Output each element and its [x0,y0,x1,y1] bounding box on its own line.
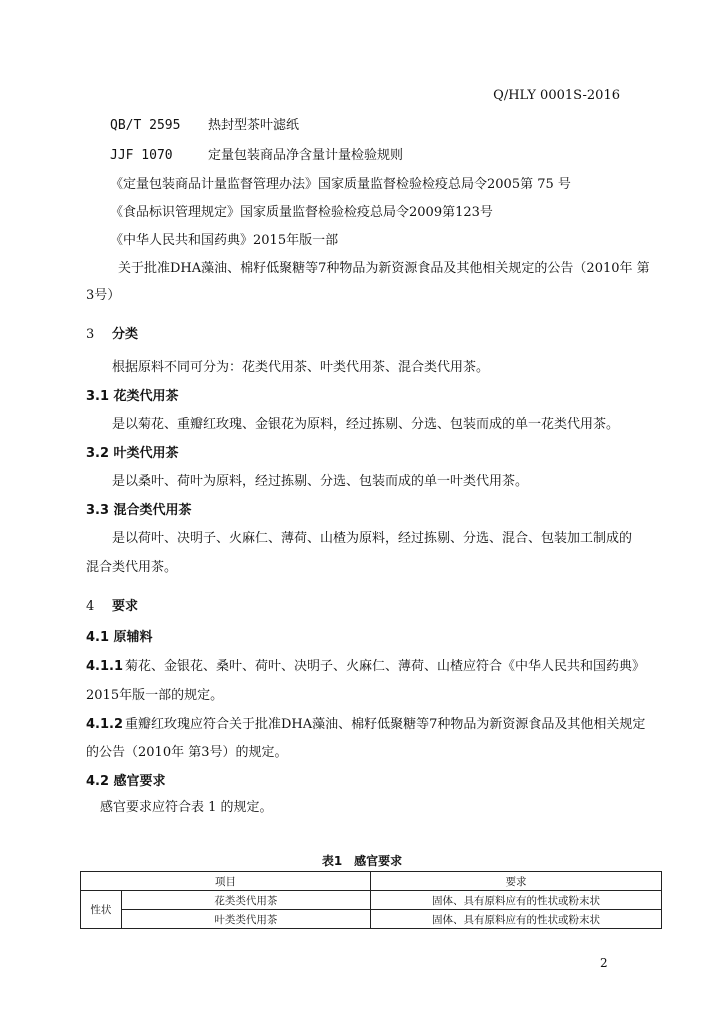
clause-number: 4.1.2 [86,717,124,732]
table-group-cell: 性状 [81,891,122,929]
section-number: 4 [86,599,95,614]
regulation-line: 《定量包装商品计量监督管理办法》国家质量监督检验检疫总局令2005第 75 号 [110,177,571,192]
reference-code: JJF 1070 [110,148,173,163]
subsection-text: 是以荷叶、决明子、火麻仁、薄荷、山楂为原料，经过拣剔、分选、混合、包装加工制成的 [112,531,633,546]
table-header-requirement: 要求 [371,872,662,891]
table-cell-requirement: 固体、具有原料应有的性状或粉末状 [371,891,662,910]
subsection-heading: 4.2 感官要求 [86,774,166,789]
section-title: 分类 [112,327,139,342]
reference-title: 热封型茶叶滤纸 [208,118,300,133]
table-cell-item: 花类类代用茶 [121,891,370,910]
table-header-item: 项目 [81,872,371,891]
clause-text: 菊花、金银花、桑叶、荷叶、决明子、火麻仁、薄荷、山楂应符合《中华人民共和国药典》 [125,659,646,674]
document-code: Q/HLY 0001S-2016 [493,88,620,103]
subsection-text: 是以桑叶、荷叶为原料，经过拣剔、分选、包装而成的单一叶类代用茶。 [112,474,529,489]
subsection-heading: 3.3 混合类代用茶 [86,503,192,518]
section-title: 要求 [112,599,139,614]
section-number: 3 [86,327,95,342]
clause-number: 4.1.1 [86,659,124,674]
page-number: 2 [600,956,608,970]
subsection-text: 是以菊花、重瓣红玫瑰、金银花为原料，经过拣剔、分选、包装而成的单一花类代用茶。 [112,417,620,432]
table-row [81,910,662,929]
table-header-row [81,872,662,891]
subsection-heading: 4.1 原辅料 [86,630,153,645]
clause-text-continued: 2015年版一部的规定。 [86,688,224,703]
section-intro: 根据原料不同可分为：花类代用茶、叶类代用茶、混合类代用茶。 [112,360,490,375]
subsection-heading: 3.1 花类代用茶 [86,389,179,404]
regulation-line: 《食品标识管理规定》国家质量监督检验检疫总局令2009第123号 [110,205,493,220]
clause-text: 重瓣红玫瑰应符合关于批准DHA藻油、棉籽低聚糖等7种物品为新资源食品及其他相关规定 [125,717,646,732]
regulation-line: 《中华人民共和国药典》2015年版一部 [110,233,339,248]
reference-code: QB/T 2595 [110,118,181,133]
subsection-heading: 3.2 叶类代用茶 [86,446,179,461]
table-cell-item: 叶类类代用茶 [121,910,370,929]
clause-text-continued: 的公告（2010年 第3号）的规定。 [86,745,288,760]
announcement-line: 关于批准DHA藻油、棉籽低聚糖等7种物品为新资源食品及其他相关规定的公告（2010年 第 [118,261,650,276]
subsection-text: 感官要求应符合表 1 的规定。 [100,800,273,815]
table-row [81,891,662,910]
subsection-text-continued: 混合类代用茶。 [86,560,178,575]
table-cell-requirement: 固体、具有原料应有的性状或粉末状 [371,910,662,929]
reference-title: 定量包装商品净含量计量检验规则 [208,148,404,163]
table-caption: 表1 感官要求 [321,854,403,868]
announcement-line-continued: 3号） [86,288,121,303]
sensory-requirements-table [80,871,662,929]
